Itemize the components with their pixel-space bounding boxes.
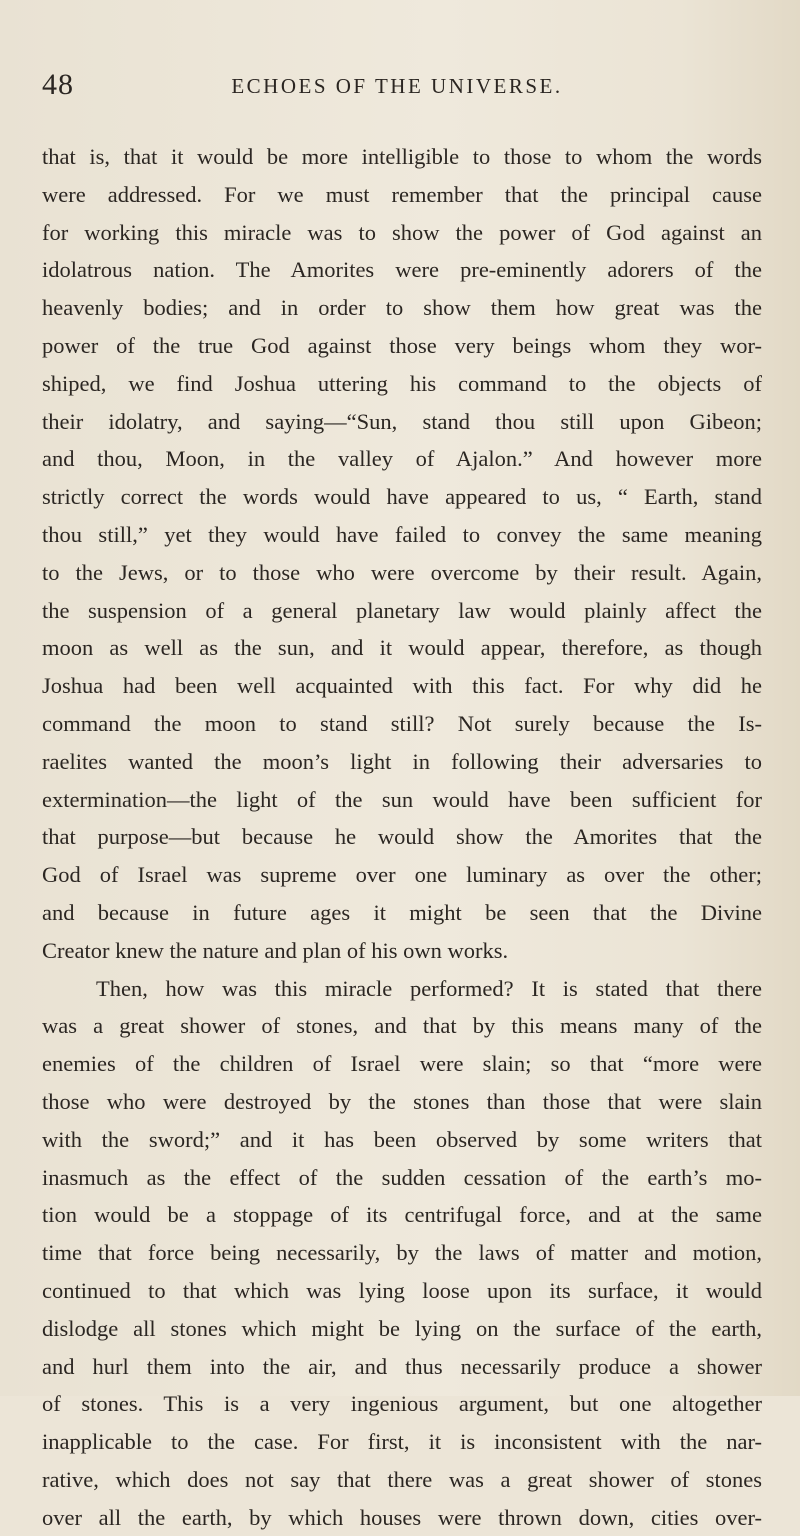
text-line: rative, which does not say that there was a great shower of stones bbox=[42, 1466, 762, 1492]
text-line: and because in future ages it might be seen that the Divine bbox=[42, 899, 762, 925]
text-line: continued to that which was lying loose upon its surface, it would bbox=[42, 1277, 762, 1303]
text-line: shiped, we find Joshua uttering his command to the objects of bbox=[42, 370, 762, 396]
text-line: God of Israel was supreme over one luminary as over the other; bbox=[42, 862, 762, 888]
text-line: tion would be a stoppage of its centrifugal force, and at the same bbox=[42, 1202, 762, 1228]
text-line: inasmuch as the effect of the sudden cessation of the earth’s mo- bbox=[42, 1164, 762, 1190]
text-line: time that force being necessarily, by the laws of matter and motion, bbox=[42, 1240, 762, 1266]
text-line: and hurl them into the air, and thus necessarily produce a shower bbox=[42, 1353, 762, 1379]
paragraph-last-line: Creator knew the nature and plan of his own works. bbox=[42, 937, 509, 963]
text-line: of stones. This is a very ingenious argument, but one altogether bbox=[42, 1391, 762, 1417]
text-line: the suspension of a general planetary law would plainly affect the bbox=[42, 597, 762, 623]
text-line: extermination—the light of the sun would have been sufficient for bbox=[42, 786, 762, 812]
text-line: for working this miracle was to show the power of God against an bbox=[42, 219, 762, 245]
text-line: was a great shower of stones, and that by this means many of the bbox=[42, 1013, 762, 1039]
text-line: dislodge all stones which might be lying on the surface of the earth, bbox=[42, 1315, 762, 1341]
paragraph-first-line: Then, how was this miracle performed? It is stated that there bbox=[96, 975, 762, 1001]
text-line: heavenly bodies; and in order to show them how great was the bbox=[42, 295, 762, 321]
text-line: inapplicable to the case. For first, it is inconsistent with the nar- bbox=[42, 1429, 762, 1455]
text-line: were addressed. For we must remember that the principal cause bbox=[42, 181, 762, 207]
text-line: raelites wanted the moon’s light in following their adversaries to bbox=[42, 748, 762, 774]
page-header bbox=[42, 68, 752, 108]
text-line: moon as well as the sun, and it would appear, therefore, as though bbox=[42, 635, 762, 661]
text-line: idolatrous nation. The Amorites were pre-eminently adorers of the bbox=[42, 257, 762, 283]
text-line: those who were destroyed by the stones than those that were slain bbox=[42, 1088, 762, 1114]
text-line: that purpose—but because he would show the Amorites that the bbox=[42, 824, 762, 850]
page-number: 48 bbox=[42, 68, 74, 101]
text-line: Joshua had been well acquainted with this fact. For why did he bbox=[42, 673, 762, 699]
text-line: thou still,” yet they would have failed to convey the same meaning bbox=[42, 521, 762, 547]
text-line: over all the earth, by which houses were thrown down, cities over- bbox=[42, 1504, 762, 1530]
text-line: and thou, Moon, in the valley of Ajalon.” And however more bbox=[42, 446, 762, 472]
text-line: with the sword;” and it has been observed by some writers that bbox=[42, 1126, 762, 1152]
body-text bbox=[42, 138, 762, 1536]
text-line: strictly correct the words would have appeared to us, “ Earth, stand bbox=[42, 484, 762, 510]
text-line: their idolatry, and saying—“Sun, stand thou still upon Gibeon; bbox=[42, 408, 762, 434]
text-line: to the Jews, or to those who were overcome by their result. Again, bbox=[42, 559, 762, 585]
text-line: that is, that it would be more intelligible to those to whom the words bbox=[42, 144, 762, 169]
text-line: command the moon to stand still? Not surely because the Is- bbox=[42, 710, 762, 736]
text-line: enemies of the children of Israel were slain; so that “more were bbox=[42, 1051, 762, 1077]
text-line: power of the true God against those very beings whom they wor- bbox=[42, 332, 762, 358]
running-head: ECHOES OF THE UNIVERSE. bbox=[231, 74, 563, 98]
